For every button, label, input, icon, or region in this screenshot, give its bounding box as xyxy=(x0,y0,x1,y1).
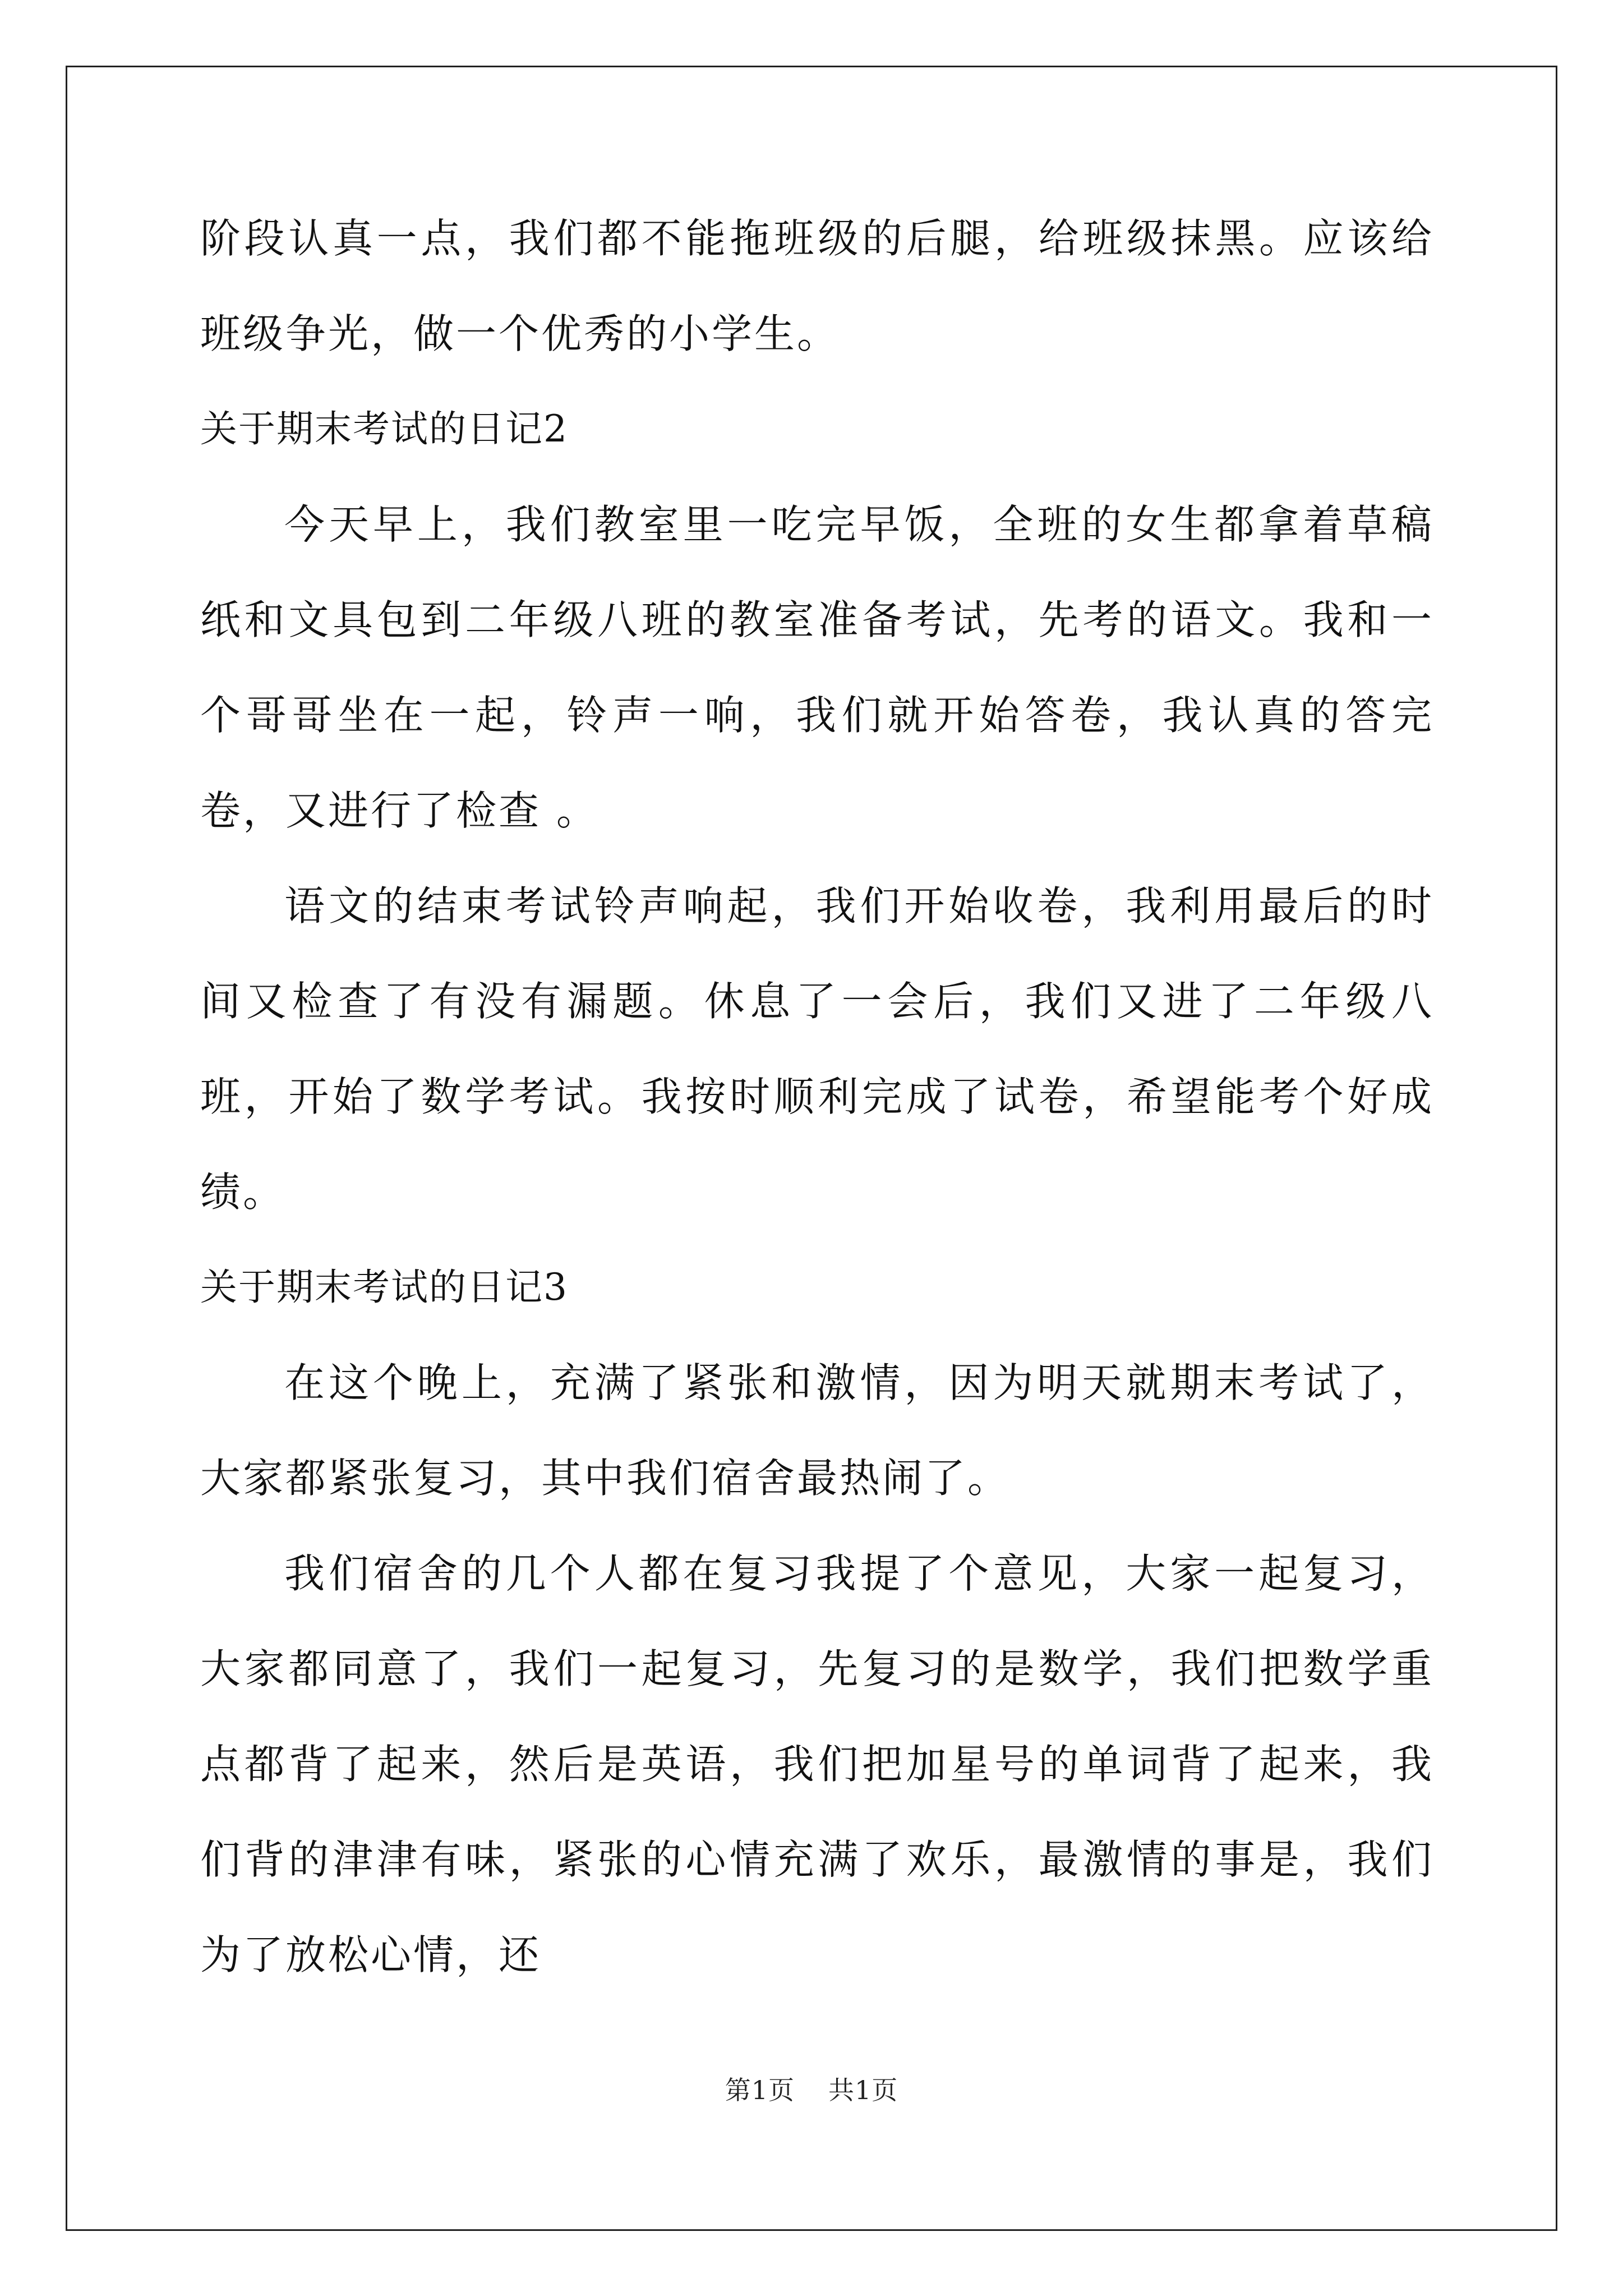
document-body xyxy=(200,191,1434,2003)
paragraph: 语文的结束考试铃声响起，我们开始收卷，我利用最后的时间又检查了有没有漏题。休息了一会后，我们又进了二年级八班，开始了数学考试。我按时顺利完成了试卷，希望能考个好成绩。 xyxy=(200,882,1434,1216)
page-footer xyxy=(0,2070,1623,2107)
page-number: 第1页 xyxy=(725,2075,795,2105)
section-heading: 关于期末考试的日记2 xyxy=(200,407,568,450)
paragraph: 今天早上，我们教室里一吃完早饭，全班的女生都拿着草稿纸和文具包到二年级八班的教室准备考试，先考的语文。我和一个哥哥坐在一起，铃声一响，我们就开始答卷，我认真的答完卷，又进行了检查 。 xyxy=(200,501,1434,834)
paragraph: 我们宿舍的几个人都在复习我提了个意见，大家一起复习，大家都同意了，我们一起复习，先复习的是数学，我们把数学重点都背了起来，然后是英语，我们把加星号的单词背了起来，我们背的津津有味，紧张的心情充满了欢乐，最激情的事是，我们为了放松心情，还 xyxy=(200,1550,1434,1978)
section-heading: 关于期末考试的日记3 xyxy=(200,1266,568,1309)
paragraph: 在这个晚上，充满了紧张和激情，因为明天就期末考试了，大家都紧张复习，其中我们宿舍最热闹了。 xyxy=(200,1359,1434,1502)
paragraph: 阶段认真一点，我们都不能拖班级的后腿，给班级抹黑。应该给班级争光，做一个优秀的小学生。 xyxy=(200,215,1434,357)
page-total: 共1页 xyxy=(828,2075,898,2105)
